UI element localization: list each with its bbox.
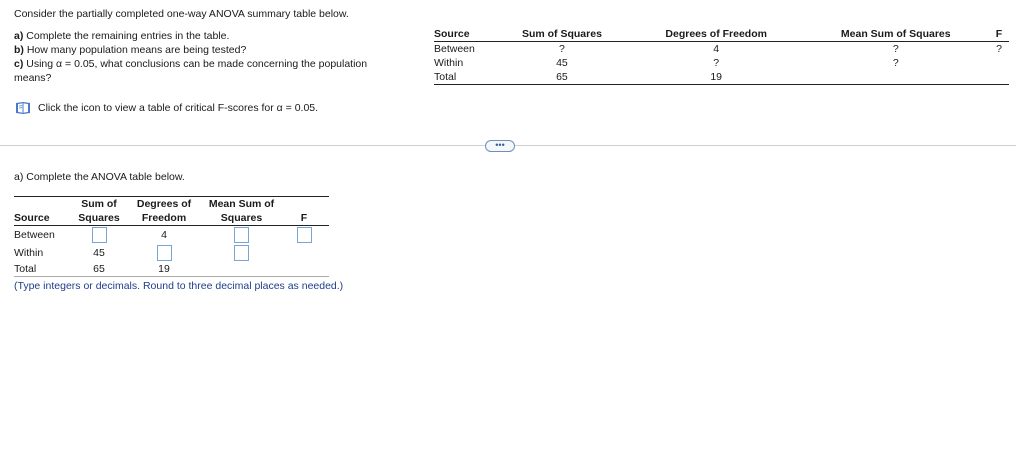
f-input[interactable]	[297, 227, 312, 243]
col-df: Degrees of Freedom	[630, 28, 803, 42]
col-ss: Sum of Squares	[494, 28, 630, 42]
col-ss-line1: Sum of	[74, 197, 124, 212]
col-df-line1: Degrees of	[124, 197, 204, 212]
table-row: Within 45 ? ?	[434, 57, 899, 69]
helper-text: Click the icon to view a table of critical F-scores for α = 0.05.	[38, 102, 319, 114]
col-ms: Squares	[204, 211, 279, 226]
expand-button[interactable]: •••	[485, 140, 515, 152]
col-f: F	[989, 28, 1009, 42]
ms-within-input[interactable]	[234, 245, 249, 261]
col-df: Freedom	[124, 211, 204, 226]
answer-anova-table	[14, 196, 329, 277]
col-ss: Squares	[74, 211, 124, 226]
table-row: Total 65 19	[434, 70, 1009, 85]
table-row: Between ? 4 ? ?	[434, 43, 1002, 55]
col-source: Source	[434, 28, 494, 42]
col-source: Source	[14, 211, 74, 226]
table-row: Between 4	[14, 226, 329, 245]
given-anova-table	[434, 28, 1009, 85]
question-list	[14, 29, 374, 85]
book-icon[interactable]	[14, 101, 32, 115]
col-ms-line1: Mean Sum of	[204, 197, 279, 212]
question-b: b) How many population means are being tested?	[14, 44, 247, 56]
df-within-input[interactable]	[157, 245, 172, 261]
col-ms: Mean Sum of Squares	[802, 28, 989, 42]
question-c: c) Using α = 0.05, what conclusions can be made concerning the population means?	[14, 58, 368, 84]
input-instructions: (Type integers or decimals. Round to three decimal places as needed.)	[14, 280, 344, 292]
table-row: Within 45	[14, 244, 329, 262]
col-f: F	[279, 211, 329, 226]
question-a: a) Complete the remaining entries in the table.	[14, 30, 230, 42]
table-row: Total 65 19	[14, 262, 329, 277]
ss-between-input[interactable]	[92, 227, 107, 243]
ms-between-input[interactable]	[234, 227, 249, 243]
part-a-title: a) Complete the ANOVA table below.	[14, 171, 185, 183]
critical-values-helper	[14, 101, 318, 115]
problem-intro: Consider the partially completed one-way ANOVA summary table below.	[14, 8, 349, 20]
